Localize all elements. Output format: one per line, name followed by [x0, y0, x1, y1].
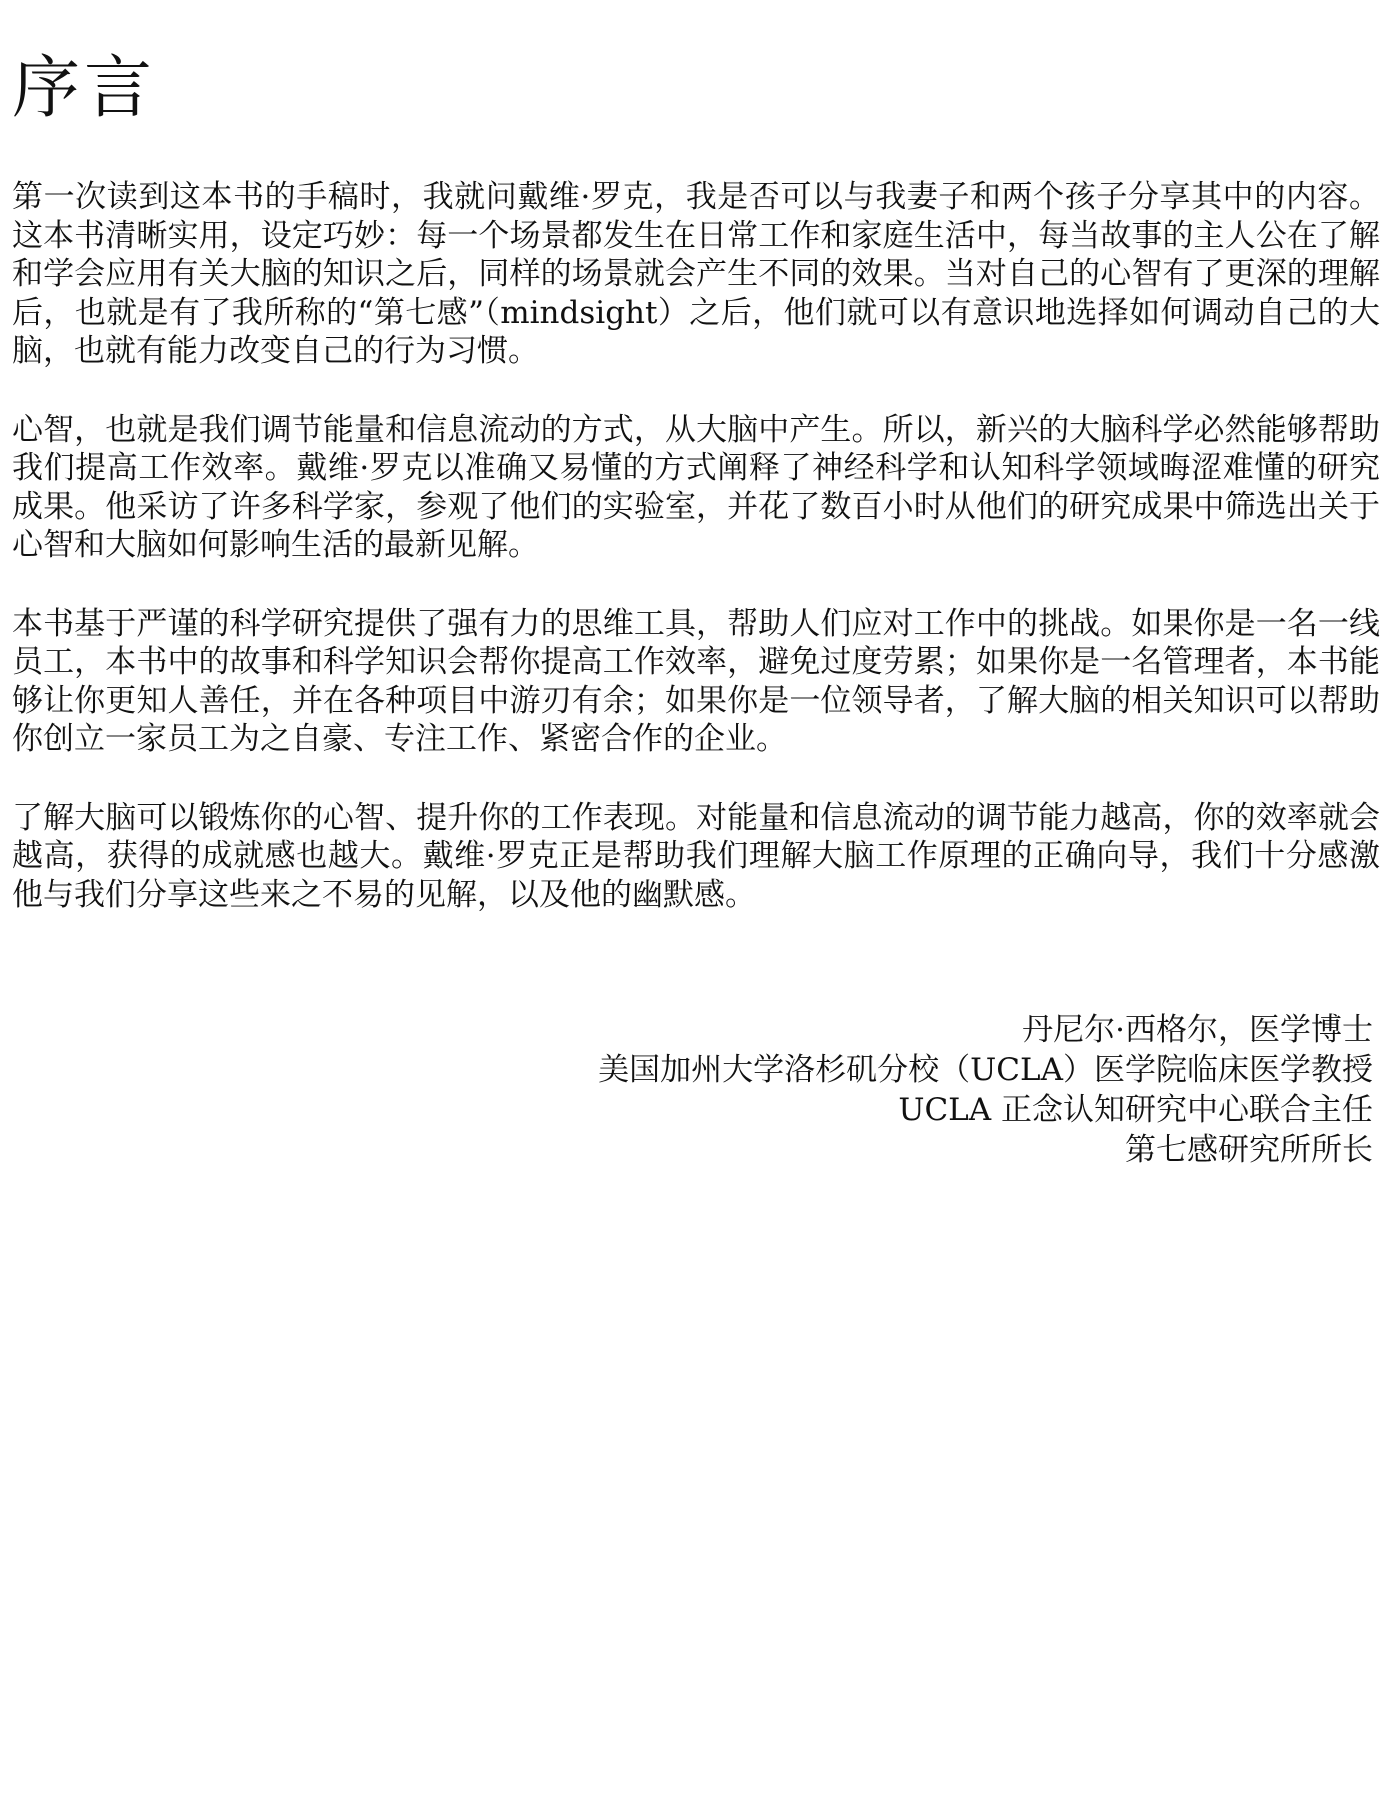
paragraph-1: 第一次读到这本书的手稿时，我就问戴维·罗克，我是否可以与我妻子和两个孩子分享其中的内容。这本书清晰实用，设定巧妙：每一个场景都发生在日常工作和家庭生活中，每当故事的主人公在了解和学会应用有关大脑的知识之后，同样的场景就会产生不同的效果。当对自己的心智有了更深的理解后，也就是有了我所称的“第七感”（mindsight）之后，他们就可以有意识地选择如何调动自己的大脑，也就有能力改变自己的行为习惯。	[12, 179, 1380, 369]
preface-body	[12, 178, 1380, 954]
signature-block	[598, 1010, 1373, 1170]
paragraph-4: 了解大脑可以锻炼你的心智、提升你的工作表现。对能量和信息流动的调节能力越高，你的效率就会越高，获得的成就感也越大。戴维·罗克正是帮助我们理解大脑工作原理的正确向导，我们十分感激他与我们分享这些来之不易的见解，以及他的幽默感。	[12, 799, 1380, 913]
paragraph-3: 本书基于严谨的科学研究提供了强有力的思维工具，帮助人们应对工作中的挑战。如果你是一名一线员工，本书中的故事和科学知识会帮你提高工作效率，避免过度劳累；如果你是一名管理者，本书能够让你更知人善任，并在各种项目中游刃有余；如果你是一位领导者，了解大脑的相关知识可以帮助你创立一家员工为之自豪、专注工作、紧密合作的企业。	[12, 605, 1380, 757]
signature-name: 丹尼尔·西格尔，医学博士	[1022, 1012, 1373, 1048]
signature-center-role: UCLA 正念认知研究中心联合主任	[898, 1092, 1373, 1128]
signature-position: 美国加州大学洛杉矶分校（UCLA）医学院临床医学教授	[598, 1052, 1373, 1088]
signature-institute-role: 第七感研究所所长	[1125, 1132, 1373, 1168]
paragraph-2: 心智，也就是我们调节能量和信息流动的方式，从大脑中产生。所以，新兴的大脑科学必然能够帮助我们提高工作效率。戴维·罗克以准确又易懂的方式阐释了神经科学和认知科学领域晦涩难懂的研究成果。他采访了许多科学家，参观了他们的实验室，并花了数百小时从他们的研究成果中筛选出关于心智和大脑如何影响生活的最新见解。	[12, 411, 1380, 563]
page-title: 序言	[12, 49, 157, 128]
